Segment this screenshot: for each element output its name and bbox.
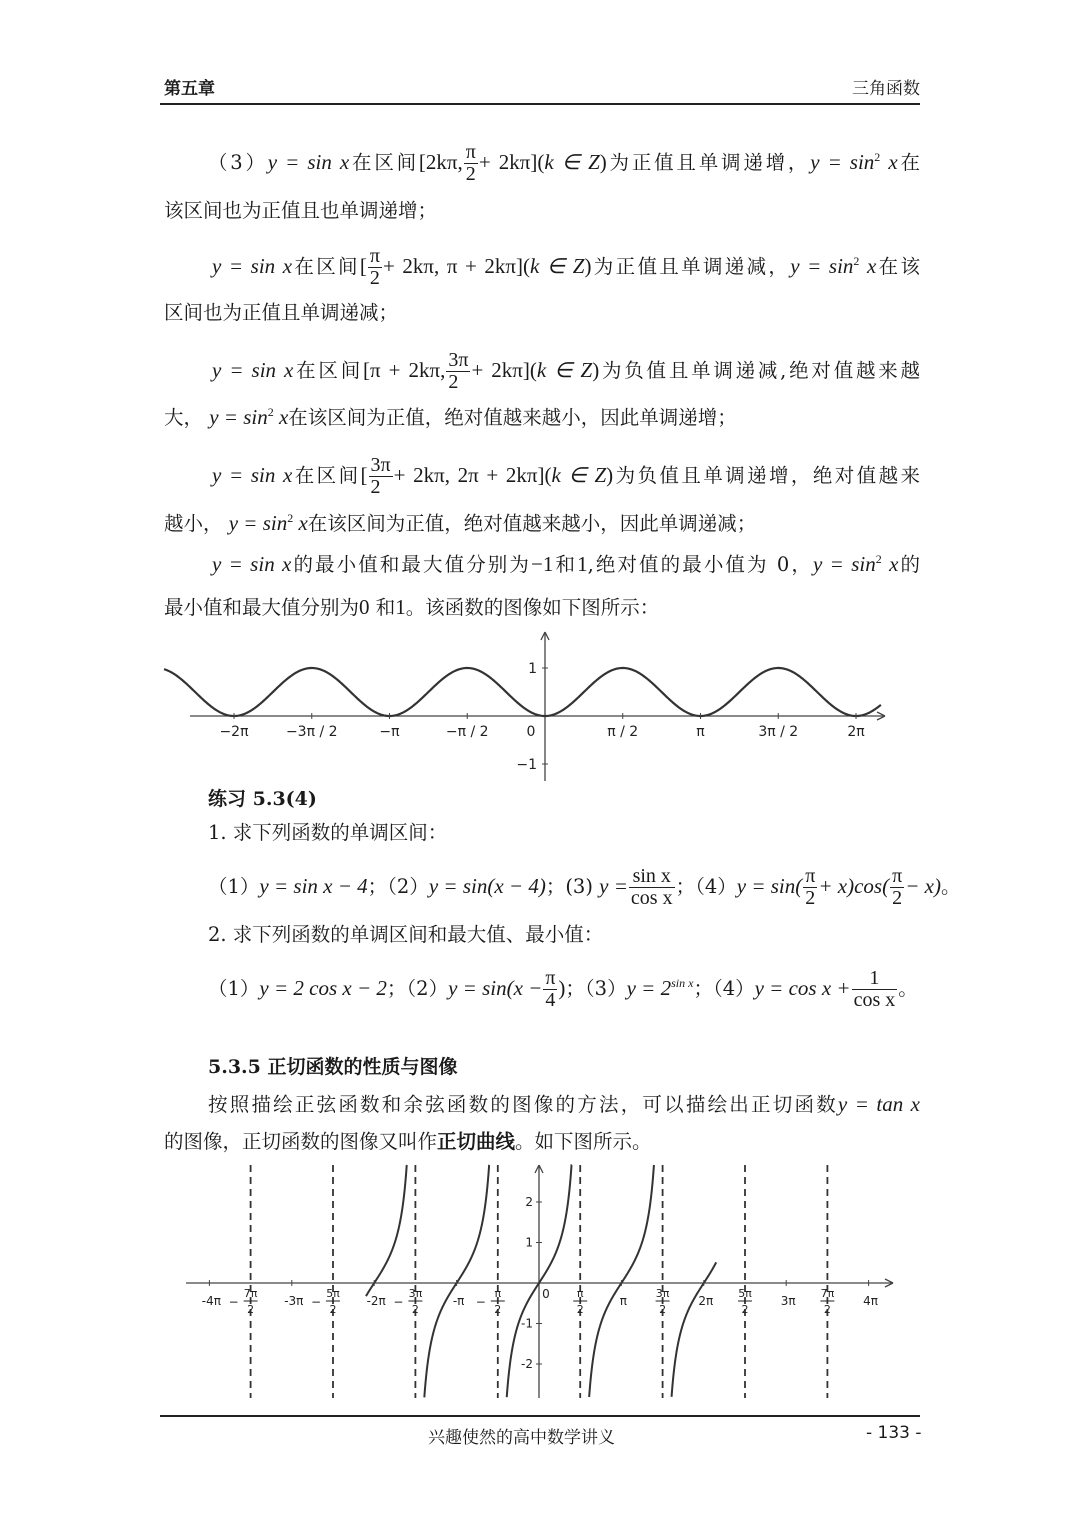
section-title: 5.3.5 正切函数的性质与图像 (208, 1056, 458, 1078)
x-tick-label: 2π (698, 1294, 714, 1308)
tangent-curve-term: 正切曲线 (437, 1130, 516, 1153)
tangent-curve (366, 1165, 716, 1397)
para-5-line1: y = sin x在区间[π + 2kπ, $\frac{3\pi}{2}$ + 2kπ](k ∈ Z)为负值且单调递减,绝对值越来越 (212, 349, 921, 393)
para-3-line1: （3）y = sin x在区间[2kπ, $\frac{\pi}{2}$ + 2kπ](k ∈ Z)为正值且单调递增，$y = \sin^2 x$在 (208, 141, 920, 185)
x-tick-numerator: π (494, 1287, 502, 1300)
x-tick-label: π (696, 724, 705, 740)
x-tick-sign: − (475, 1295, 486, 1309)
tangent-chart (0, 1160, 1080, 1402)
para-6-line2: 越小， $y = \sin^2 x$在该区间为正值，绝对值越来越小，因此单调递减； (164, 511, 757, 535)
tan-para-line1: 按照描绘正弦函数和余弦函数的图像的方法，可以描绘出正切函数y = tan x (208, 1092, 920, 1116)
x-tick-denominator: 2 (823, 1303, 831, 1316)
x-tick-label: −π (379, 724, 400, 740)
y-tick-label: −1 (516, 757, 537, 773)
x-tick-label: π / 2 (607, 724, 639, 740)
x-tick-numerator: 5π (326, 1287, 340, 1300)
x-tick-denominator: 2 (329, 1303, 337, 1316)
x-tick-sign: − (393, 1295, 404, 1309)
sin-squared-chart (0, 625, 1080, 785)
x-tick-label: 3π / 2 (758, 724, 799, 740)
x-tick-denominator: 2 (247, 1303, 255, 1316)
x-tick-label: 4π (863, 1294, 879, 1308)
x-tick-sign: − (310, 1295, 322, 1309)
y-tick-label: 1 (525, 1235, 533, 1250)
header-rule (160, 103, 920, 105)
x-tick-label: 3π (780, 1294, 796, 1308)
x-tick-numerator: 3π (655, 1287, 670, 1300)
x-tick-label: -3π (284, 1294, 304, 1308)
x-tick-label: π (619, 1294, 628, 1308)
x-tick-numerator: 7π (243, 1287, 258, 1300)
y-tick-label: -2 (521, 1357, 533, 1371)
x-tick-label: −3π / 2 (285, 724, 338, 740)
topic-title: 三角函数 (852, 79, 920, 99)
para-6-line1: y = sin x在区间[ $\frac{3\pi}{2}$ + 2kπ, 2π + 2kπ](k ∈ Z)为负值且单调递增，绝对值越来 (212, 454, 920, 498)
y-tick-label: 2 (525, 1195, 533, 1209)
tan-para-line2: 的图像，正切函数的图像又叫作正切曲线。如下图所示。 (164, 1130, 652, 1153)
footer-page-number: - 133 - (866, 1423, 922, 1443)
y-tick-label: 1 (528, 661, 537, 677)
x-tick-numerator: π (576, 1287, 584, 1300)
x-tick-denominator: 2 (494, 1303, 502, 1316)
x-tick-denominator: 2 (576, 1303, 584, 1316)
para-3-line2: 该区间也为正值且也单调递增； (164, 199, 438, 222)
x-tick-denominator: 2 (411, 1303, 419, 1316)
y-tick-label: -1 (521, 1316, 533, 1331)
x-tick-label: 0 (526, 724, 536, 740)
x-tick-numerator: 5π (738, 1287, 752, 1300)
x-tick-label: -4π (201, 1294, 222, 1308)
x-tick-numerator: 3π (408, 1287, 423, 1300)
chapter-title: 第五章 (164, 79, 215, 99)
para-7-line2: 最小值和最大值分别为0 和1。该函数的图像如下图所示： (164, 595, 660, 619)
exercise-q1: 1. 求下列函数的单调区间： (208, 821, 448, 844)
para-4-line1: y = sin x在区间[ $\frac{\pi}{2}$ + 2kπ, π + 2kπ](k ∈ Z)为正值且单调递减，$y = \sin^2 x$在该 (212, 245, 920, 289)
x-tick-label: -2π (366, 1294, 386, 1308)
x-tick-sign: − (228, 1295, 239, 1309)
exercise-q1-items: （1）y = sin x − 4；（2）y = sin(x − 4)；(3) y = $\frac{\text{sin x}}{\text{cos x}}$ ；（4）y = sin( $\frac{\pi}{2}$ + x)cos( $\frac{\pi}{2}$ − x)。 (208, 865, 961, 909)
exercise-title: 练习 5.3(4) (208, 788, 317, 810)
x-tick-denominator: 2 (659, 1303, 667, 1316)
x-tick-label: 2π (847, 724, 865, 740)
x-tick-label: 0 (542, 1287, 550, 1301)
footer-rule (160, 1415, 920, 1417)
para-7-line1: y = sin x的最小值和最大值分别为−1和1,绝对值的最小值为 0，$y = \sin^2 x$的 (212, 552, 921, 576)
exercise-q2: 2. 求下列函数的单调区间和最大值、最小值： (208, 923, 604, 946)
footer-book-title: 兴趣使然的高中数学讲义 (428, 1428, 615, 1448)
x-tick-denominator: 2 (741, 1303, 749, 1316)
para-4-line2: 区间也为正值且单调递减； (164, 301, 399, 324)
x-tick-label: −2π (219, 724, 249, 740)
x-tick-label: −π / 2 (445, 724, 489, 740)
exercise-q2-items: （1）y = 2 cos x − 2；（2）y = sin(x − $\frac{\pi}{4}$ )；$(3)y = 2^{sin x}$；（4）y = cos x + $\frac{1}{\text{cos x}}$ 。 (208, 967, 918, 1011)
para-5-line2: 大， $y = \sin^2 x$在该区间为正值，绝对值越来越小，因此单调递增； (164, 405, 737, 429)
x-tick-numerator: 7π (820, 1287, 835, 1300)
x-tick-label: -π (452, 1294, 465, 1308)
sin-squared-curve (164, 668, 881, 716)
